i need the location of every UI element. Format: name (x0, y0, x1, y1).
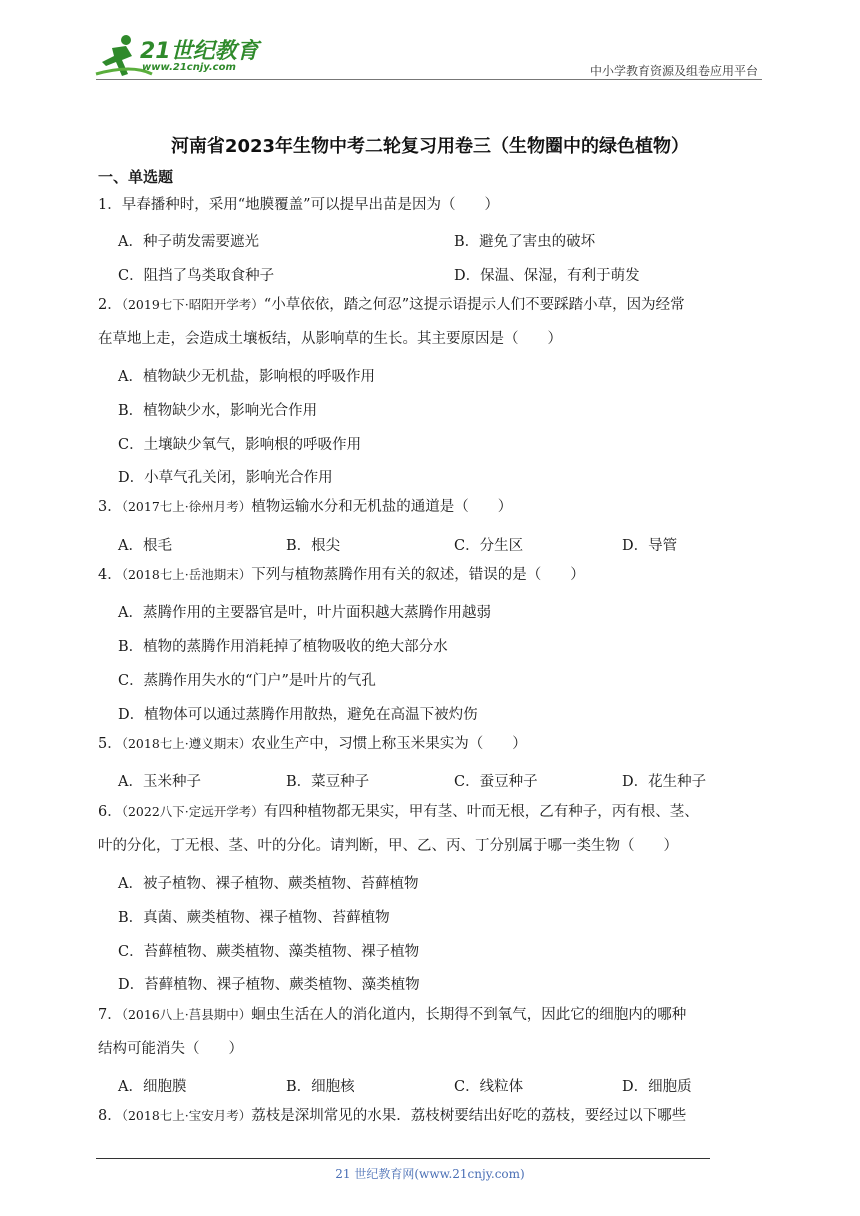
question-stem-continued: 在草地上走，会造成土壤板结，从影响草的生长。其主要原因是（ ） (98, 331, 562, 347)
option: A．被子植物、裸子植物、蕨类植物、苔藓植物 (118, 876, 419, 892)
option: C．分生区 (454, 538, 524, 554)
question-text: 蛔虫生活在人的消化道内，长期得不到氧气，因此它的细胞内的哪种 (251, 1007, 687, 1023)
question-stem (98, 795, 699, 829)
question-text: 荔枝是深圳常见的水果．荔枝树要结出好吃的荔枝，要经过以下哪些 (251, 1108, 687, 1124)
option: C．阻挡了鸟类取食种子 (118, 268, 275, 284)
question-text: “小草依依，踏之何忍”这提示语提示人们不要踩踏小草，因为经常 (263, 297, 685, 313)
option: D．苔藓植物、裸子植物、蕨类植物、藻类植物 (118, 977, 420, 993)
page-header (0, 0, 860, 90)
option: B．植物缺少水，影响光合作用 (118, 403, 318, 419)
option: C．蚕豆种子 (454, 774, 538, 790)
option: C．土壤缺少氧气，影响根的呼吸作用 (118, 437, 362, 453)
footer-divider (96, 1158, 710, 1159)
question-stem: 1．早春播种时，采用“地膜覆盖”可以提早出苗是因为（ ） (98, 197, 500, 213)
option: B．根尖 (286, 538, 341, 554)
option: C．苔藓植物、蕨类植物、藻类植物、裸子植物 (118, 944, 420, 960)
question-text: 有四种植物都无果实，甲有茎、叶而无根，乙有种子，丙有根、茎、 (263, 804, 699, 820)
option: D．小草气孔关闭，影响光合作用 (118, 470, 333, 486)
header-divider (96, 79, 762, 80)
question-source: （2018七上·宝安月考） (121, 1108, 252, 1123)
question-number: 5． (98, 736, 122, 752)
option: B．菜豆种子 (286, 774, 370, 790)
question-text: 下列与植物蒸腾作用有关的叙述，错误的是（ ） (251, 567, 585, 583)
question-number: 4． (98, 567, 122, 583)
question-stem-continued: 结构可能消失（ ） (98, 1041, 243, 1057)
question-stem (98, 490, 512, 524)
option: D．保温、保湿，有利于萌发 (454, 268, 640, 284)
option: D．导管 (622, 538, 678, 554)
question-stem (98, 998, 686, 1032)
question-number: 8． (98, 1108, 122, 1124)
question-text: 植物运输水分和无机盐的通道是（ ） (251, 499, 513, 515)
option: B．植物的蒸腾作用消耗掉了植物吸收的绝大部分水 (118, 639, 448, 655)
page-title: 河南省2023年生物中考二轮复习用卷三（生物圈中的绿色植物） (170, 136, 690, 157)
logo-url: www.21cnjy.com (142, 62, 236, 73)
question-source: （2018七上·岳池期末） (121, 567, 252, 582)
page-footer: 21 世纪教育网(www.21cnjy.com) (335, 1167, 525, 1181)
question-stem (98, 558, 585, 592)
option: D．植物体可以通过蒸腾作用散热，避免在高温下被灼伤 (118, 707, 478, 723)
question-stem (98, 727, 527, 761)
question-stem (98, 288, 685, 322)
question-number: 2． (98, 297, 122, 313)
question-stem (98, 1099, 686, 1133)
logo-text: 21世纪教育 (140, 39, 259, 64)
option: A．蒸腾作用的主要器官是叶，叶片面积越大蒸腾作用越弱 (118, 605, 491, 621)
option: A．根毛 (118, 538, 172, 554)
section-heading: 一、单选题 (98, 168, 174, 186)
option: A．细胞膜 (118, 1079, 187, 1095)
option: B．细胞核 (286, 1079, 355, 1095)
question-source: （2022八下·定远开学考） (121, 804, 264, 819)
question-source: （2018七上·遵义期末） (121, 736, 252, 751)
question-number: 6． (98, 804, 122, 820)
option: A．种子萌发需要遮光 (118, 234, 259, 250)
question-number: 7． (98, 1007, 122, 1023)
question-number: 3． (98, 499, 122, 515)
question-source: （2019七下·昭阳开学考） (121, 297, 264, 312)
question-stem-continued: 叶的分化，丁无根、茎、叶的分化。请判断，甲、乙、丙、丁分别属于哪一类生物（ ） (98, 838, 678, 854)
option: A．植物缺少无机盐，影响根的呼吸作用 (118, 369, 375, 385)
option: D．花生种子 (622, 774, 707, 790)
option: D．细胞质 (622, 1079, 692, 1095)
header-platform-text: 中小学教育资源及组卷应用平台 (589, 64, 758, 78)
option: C．线粒体 (454, 1079, 524, 1095)
option: A．玉米种子 (118, 774, 201, 790)
question-source: （2017七上·徐州月考） (121, 499, 252, 514)
option: B．避免了害虫的破坏 (454, 234, 596, 250)
question-source: （2016八上·莒县期中） (121, 1007, 252, 1022)
option: C．蒸腾作用失水的“门户”是叶片的气孔 (118, 673, 376, 689)
option: B．真菌、蕨类植物、裸子植物、苔藓植物 (118, 910, 390, 926)
question-text: 农业生产中，习惯上称玉米果实为（ ） (251, 736, 527, 752)
